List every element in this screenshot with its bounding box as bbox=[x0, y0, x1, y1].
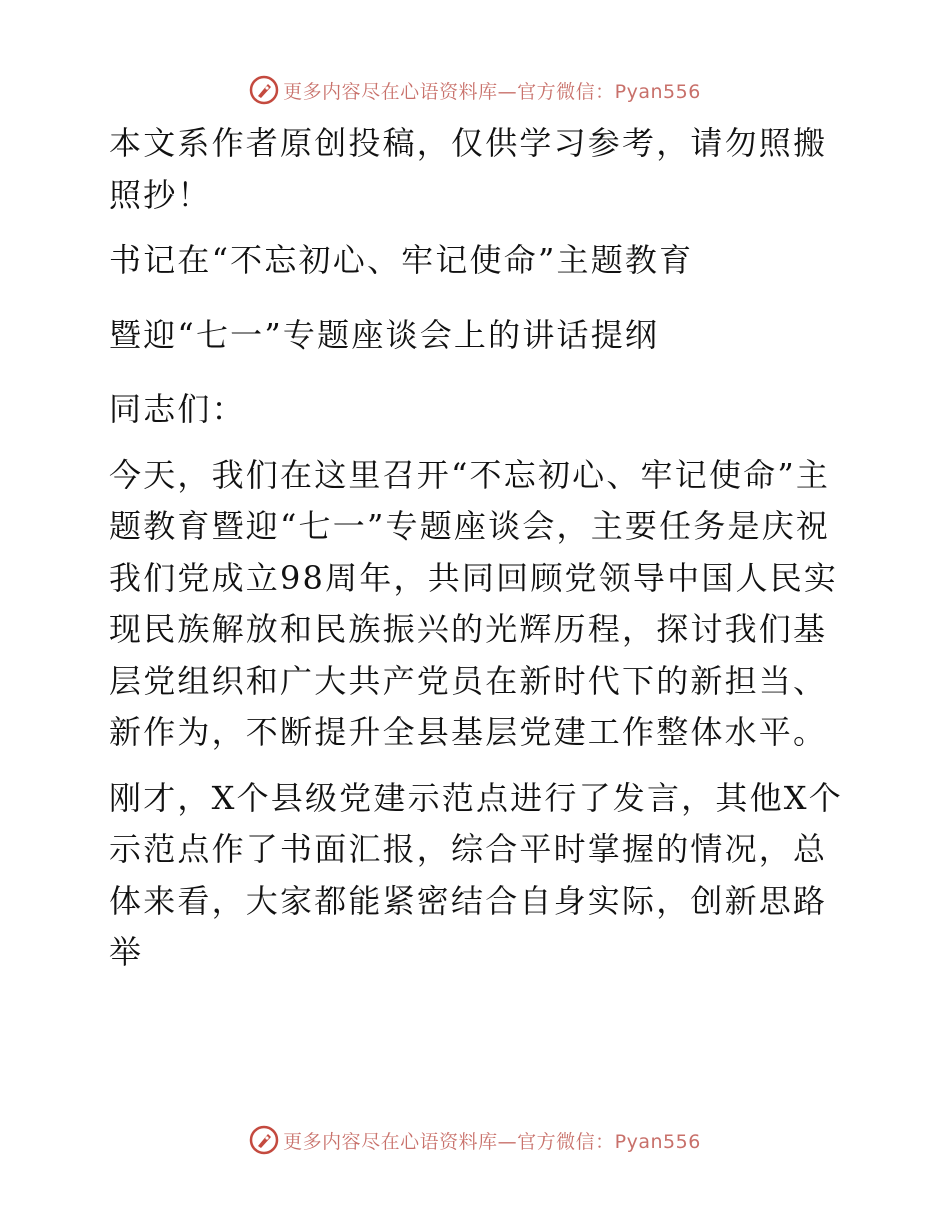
salutation: 同志们： bbox=[109, 390, 246, 428]
title-line-2: 暨迎“七一”专题座谈会上的讲话提纲 bbox=[109, 315, 660, 354]
footer-watermark bbox=[0, 1120, 950, 1160]
title-line-1: 书记在“不忘初心、牢记使命”主题教育 bbox=[109, 241, 694, 279]
header-watermark bbox=[0, 70, 950, 110]
body-paragraph: 刚才，X个县级党建示范点进行了发言，其他X个示范点作了书面汇报，综合平时掌握的情况，总体来看，大家都能紧密结合自身实际，创新思路举 bbox=[109, 778, 843, 971]
copyright-notice: 本文系作者原创投稿，仅供学习参考，请勿照搬照抄！ bbox=[109, 124, 828, 214]
watermark-text: 更多内容尽在心语资料库—官方微信：Pyan556 bbox=[283, 1130, 701, 1153]
pen-nib-circle-icon bbox=[249, 1125, 279, 1155]
body-paragraph: 今天，我们在这里召开“不忘初心、牢记使命”主题教育暨迎“七一”专题座谈会，主要任务是庆祝我们党成立98周年，共同回顾党领导中国人民实现民族解放和民族振兴的光辉历程，探讨我们基层党组织和广大共产党员在新时代下的新担当、新作为，不断提升全县基层党建工作整体水平。 bbox=[109, 455, 839, 751]
document-body bbox=[97, 118, 857, 993]
pen-nib-circle-icon bbox=[249, 75, 279, 105]
watermark-text: 更多内容尽在心语资料库—官方微信：Pyan556 bbox=[283, 80, 701, 103]
